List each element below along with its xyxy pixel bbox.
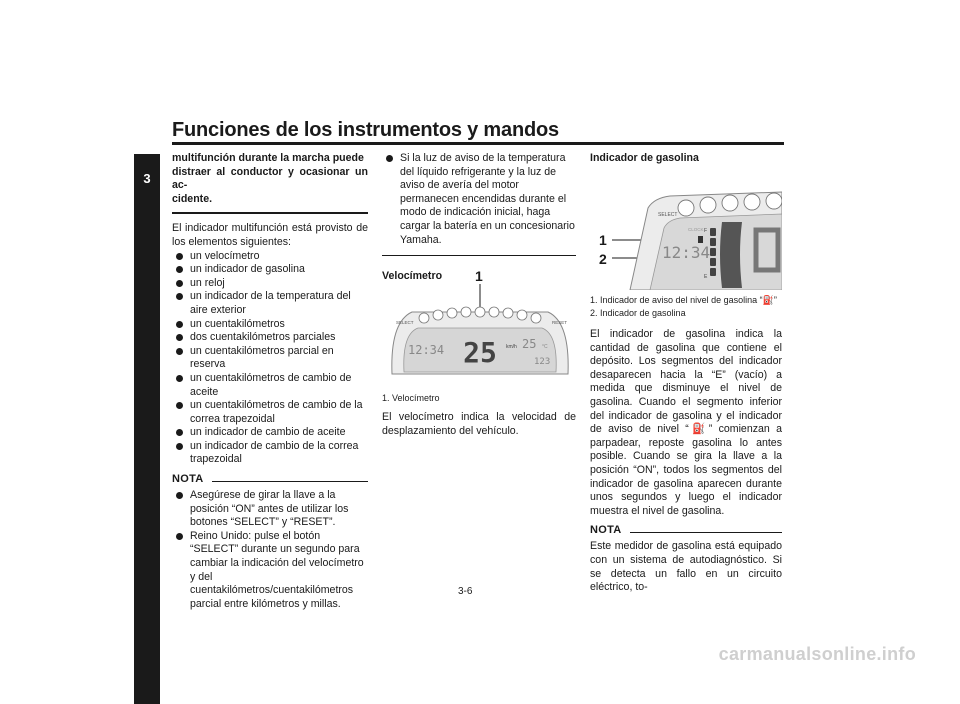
nota-rule: [212, 481, 368, 482]
nota-text: Este medidor de gasolina está equipado con un sistema de autodiagnóstico. Si se detecta un fallo en un circuito eléctrico, to-: [590, 540, 782, 594]
fuel-warning-icon: [698, 236, 703, 243]
warning-line: distraer al conductor y ocasionar un ac-: [172, 165, 368, 192]
title-rule: [172, 142, 784, 145]
warning-line: multifunción durante la marcha puede: [172, 152, 364, 164]
list-item: Si la luz de aviso de la temperatura del líquido refrigerante y la luz de aviso de avería del motor permanecen encendidas durante el modo de indicación inicial, haga cargar la batería en un concesionario Yamaha.: [382, 152, 576, 247]
select-label: SELECT: [658, 212, 678, 218]
left-column: [172, 152, 368, 611]
figure-caption: 1. Velocímetro: [382, 393, 440, 403]
list-item: un cuentakilómetros: [172, 318, 368, 332]
fuel-heading: Indicador de gasolina: [590, 152, 699, 164]
fuel-empty-label: E: [704, 274, 708, 280]
list-item: un cuentakilómetros de cambio de la correa trapezoidal: [172, 399, 368, 426]
list-item: un indicador de gasolina: [172, 263, 368, 277]
select-label: SELECT: [396, 320, 414, 325]
gauge-arc: [720, 222, 742, 288]
nota-label: NOTA: [590, 524, 622, 537]
callout-number: 1: [599, 232, 607, 248]
list-item: un cuentakilómetros parcial en reserva: [172, 345, 368, 372]
callout-number: 1: [475, 268, 483, 284]
list-item: un reloj: [172, 277, 368, 291]
footer-watermark: carmanualsonline.info: [718, 644, 916, 664]
nota-label: NOTA: [172, 473, 204, 486]
speed-unit: km/h: [506, 344, 517, 350]
speedometer-body: El velocímetro indica la velocidad de desplazamiento del vehículo.: [382, 411, 576, 437]
fuel-body: El indicador de gasolina indica la cantidad de gasolina que contiene el depósito. Los segmentos del indicador desaparecen hacia la “E” (vacío) a medida que disminuye el nivel de gasolina. Cuando el segmento inferior del indicador de gasolina y el indicador de aviso de nivel “⛽” comienzan a parpadear, reposte gasolina lo antes posible. Cuando se gira la llave a la posición “ON”, todos los segmentos del indicador de gasolina aparecen durante unos segundos y luego el indicador muestra el nivel de gasolina.: [590, 328, 782, 517]
speedometer-heading: Velocímetro: [382, 270, 443, 283]
page-title: Funciones de los instrumentos y mandos: [172, 119, 559, 141]
fuel-text: [590, 294, 782, 595]
clock-digits: 12:34: [662, 243, 711, 262]
nota-list: [172, 489, 368, 611]
figure-caption: 1. Indicador de aviso del nivel de gasolina “⛽”: [590, 295, 777, 305]
list-item: Reino Unido: pulse el botón “SELECT” durante un segundo para cambiar la indicación del velocímetro y del cuentakilómetros/cuentakilómetros parcial entre kilómetros y millas.: [172, 530, 368, 612]
fuel-gauge-figure: [610, 178, 782, 290]
nota-rule: [630, 532, 782, 533]
warning-line: cidente.: [172, 192, 213, 205]
speedometer-figure: [382, 282, 578, 384]
fuel-segments: [710, 228, 716, 276]
temp-digits: 25: [522, 337, 537, 351]
temp-unit: °C: [542, 344, 548, 350]
list-item: un cuentakilómetros de cambio de aceite: [172, 372, 368, 399]
feature-list: [172, 250, 368, 468]
clock-label: CLOCK: [688, 227, 704, 232]
clock-digits: 12:34: [408, 343, 445, 357]
list-item: Asegúrese de girar la llave a la posición “ON” antes de utilizar los botones “SELECT” y “RESET”.: [172, 489, 368, 530]
speedometer-text: [382, 392, 576, 438]
middle-column: [382, 152, 576, 284]
continued-list: [382, 152, 576, 247]
speed-digits: 25: [463, 336, 497, 369]
list-item: un indicador de cambio de aceite: [172, 426, 368, 440]
intro-text: El indicador multifunción está provisto de los elementos siguientes:: [172, 222, 368, 248]
list-item: un indicador de la temperatura del aire exterior: [172, 290, 368, 317]
list-item: un indicador de cambio de la correa trapezoidal: [172, 440, 368, 467]
warning-text: [172, 152, 368, 206]
page-number: 3-6: [458, 586, 473, 597]
reset-label: RESET: [552, 320, 568, 325]
figure-caption: 2. Indicador de gasolina: [590, 308, 686, 318]
trip-digits: 123: [534, 357, 551, 367]
list-item: dos cuentakilómetros parciales: [172, 331, 368, 345]
section-rule: [382, 255, 576, 256]
nota-header: [172, 473, 368, 487]
fuel-full-label: F: [704, 228, 708, 234]
list-item: un velocímetro: [172, 250, 368, 264]
nota-header: [590, 524, 782, 538]
section-number: 3: [143, 171, 151, 186]
callout-number: 2: [599, 251, 607, 267]
warning-end-rule: [172, 212, 368, 214]
section-tab: [134, 154, 160, 704]
right-column: [590, 152, 782, 166]
